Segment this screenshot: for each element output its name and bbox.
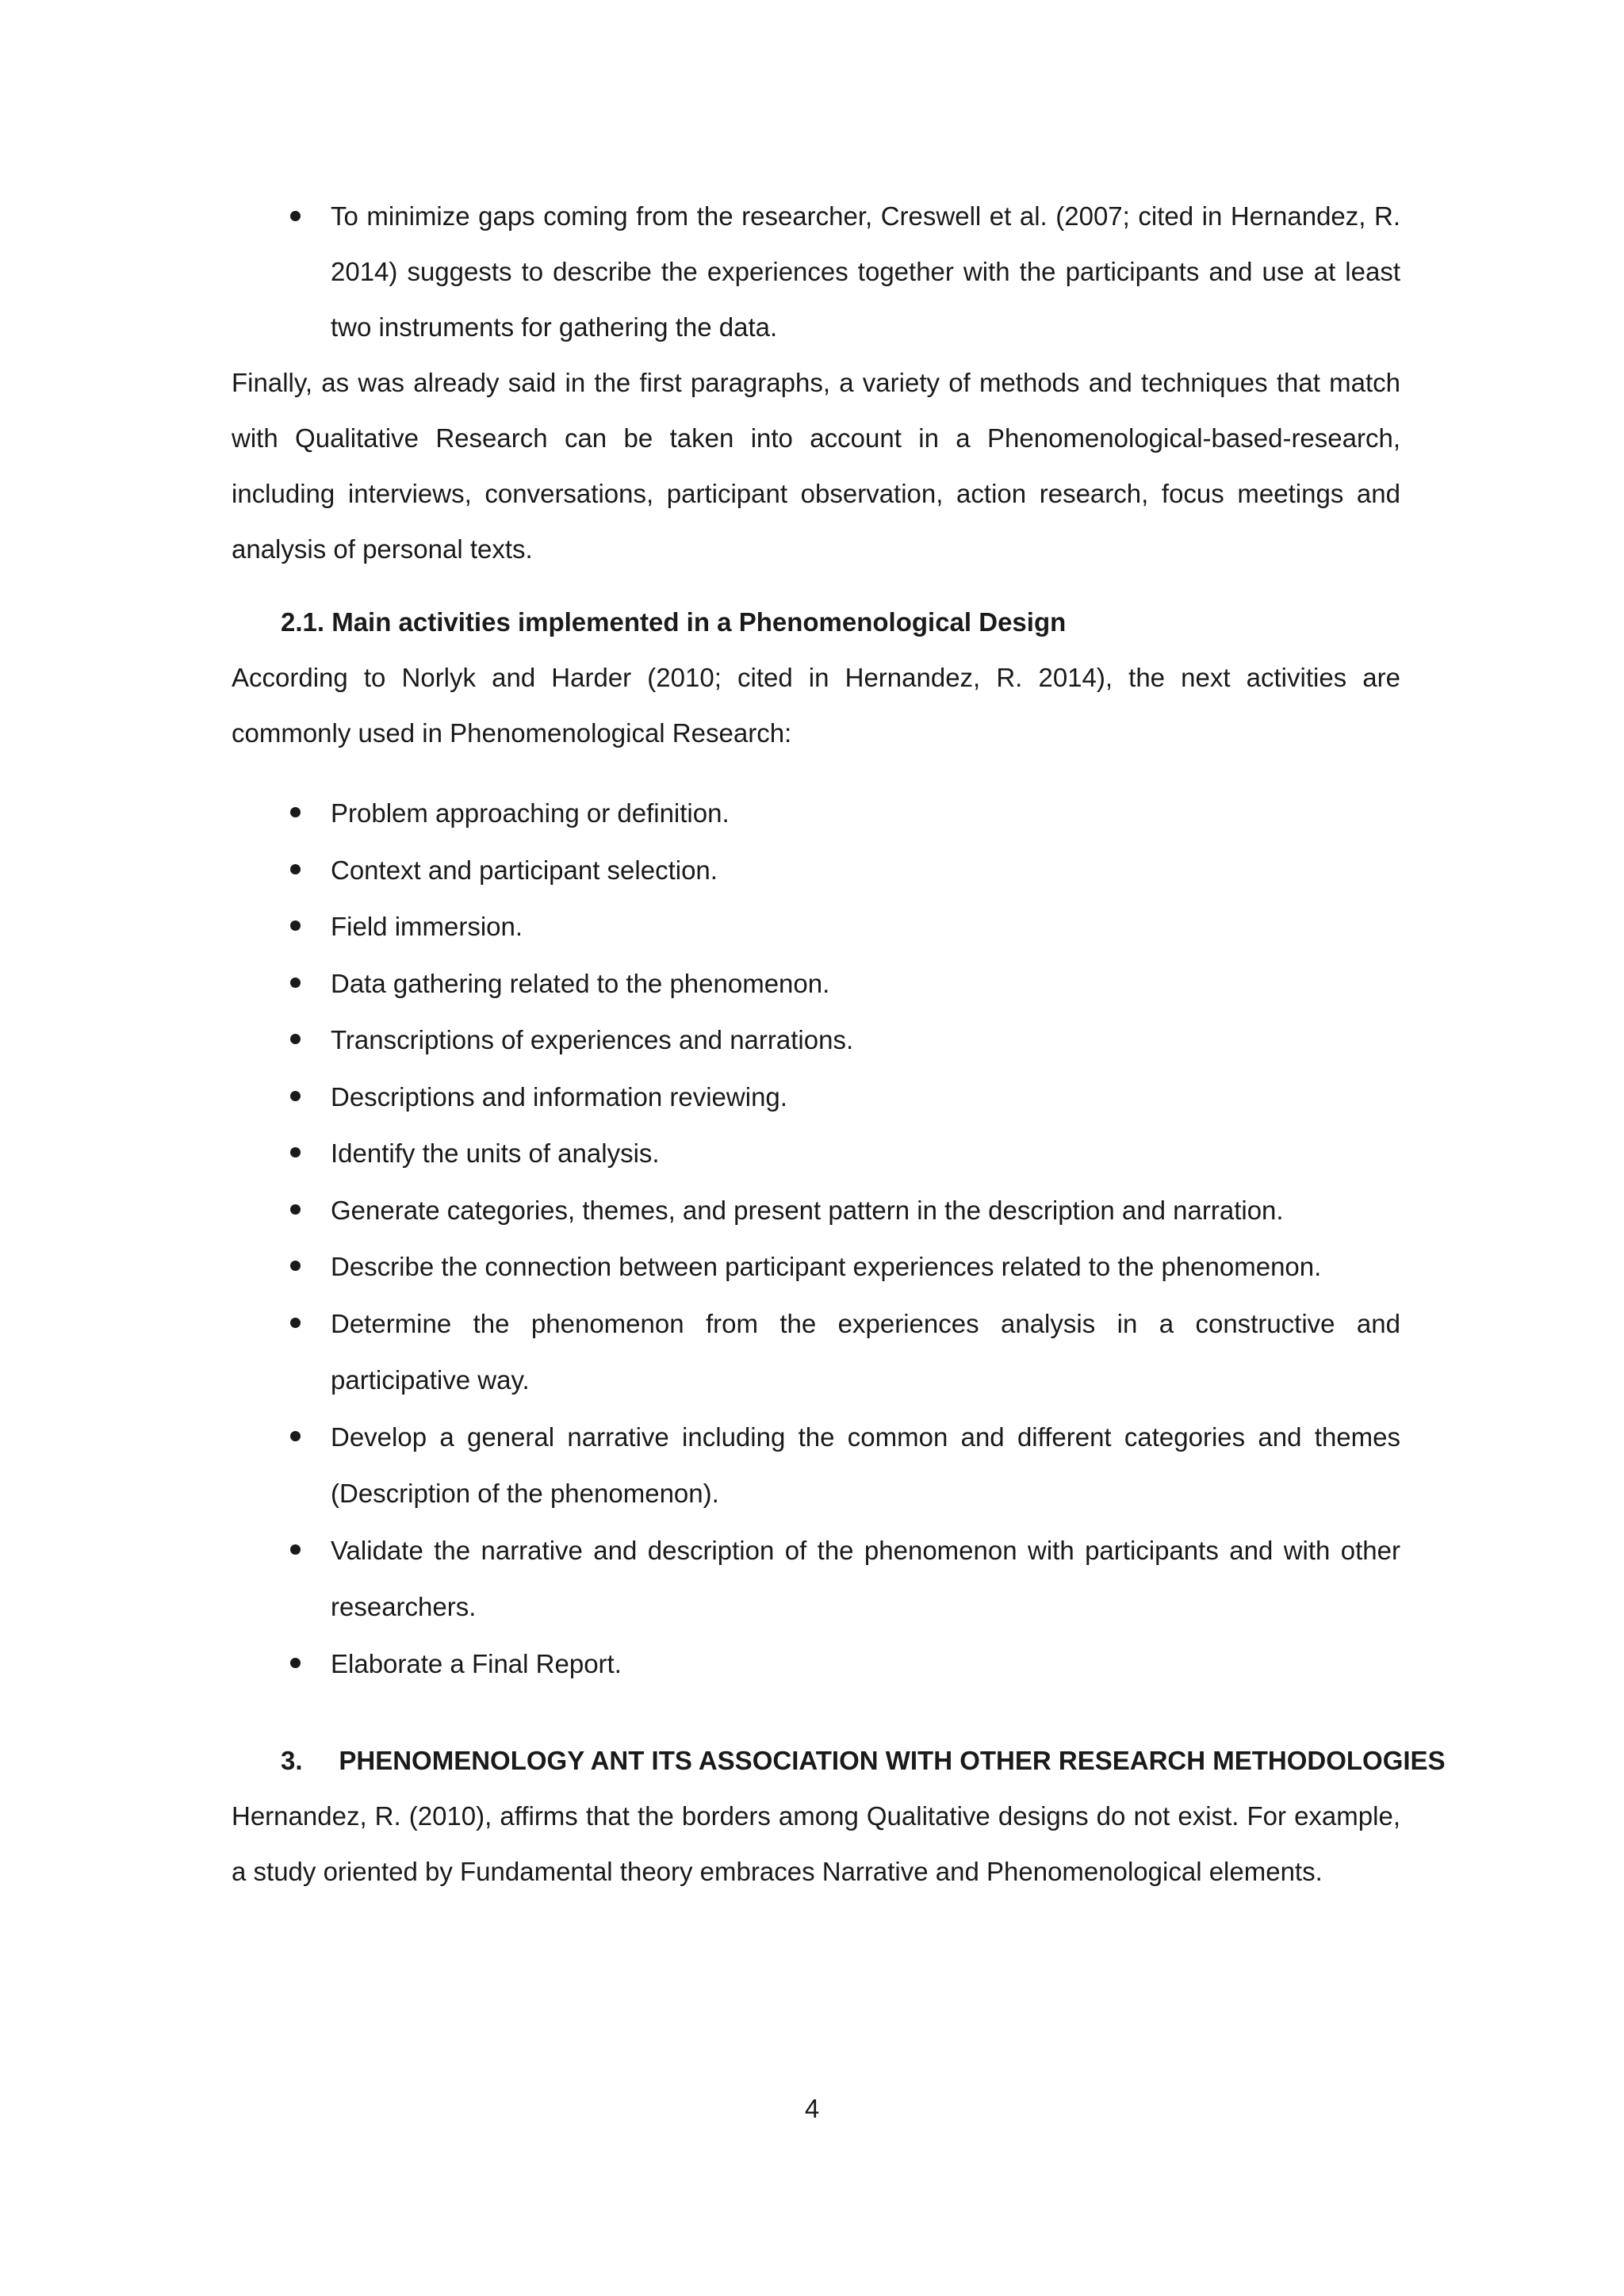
subheading-main-activities: 2.1. Main activities implemented in a Phenomenological Design [281, 607, 1067, 637]
list-item: Develop a general narrative including the common and different categories and themes (Description of the phenomenon). [232, 1409, 1400, 1522]
section-heading: 3. PHENOMENOLOGY ANT ITS ASSOCIATION WITH OTHER RESEARCH METHODOLOGIES [281, 1746, 1446, 1775]
paragraph-according: According to Norlyk and Harder (2010; cited in Hernandez, R. 2014), the next activities are commonly used in Phenomenological Research: [232, 663, 1400, 748]
list-item: Problem approaching or definition. [232, 785, 1400, 842]
page-number: 4 [804, 2094, 820, 2123]
list-item: Identify the units of analysis. [232, 1125, 1400, 1182]
intro-bullet-list [232, 189, 1400, 355]
list-item: Describe the connection between participant experiences related to the phenomenon. [232, 1238, 1400, 1295]
list-item: Field immersion. [232, 898, 1400, 955]
list-item: Data gathering related to the phenomenon. [232, 955, 1400, 1012]
list-item: Generate categories, themes, and present pattern in the description and narration. [232, 1182, 1400, 1239]
list-item: Determine the phenomenon from the experiences analysis in a constructive and participative way. [232, 1295, 1400, 1409]
page-content [232, 189, 1446, 1900]
paragraph-hernandez: Hernandez, R. (2010), affirms that the borders among Qualitative designs do not exist. For example, a study oriented by Fundamental theory embraces Narrative and Phenomenological elements. [232, 1801, 1400, 1886]
activities-bullet-list [232, 785, 1400, 1692]
paragraph-finally: Finally, as was already said in the first paragraphs, a variety of methods and techniques that match with Qualitative Research can be taken into account in a Phenomenological-based-research, including interviews, conversations, participant observation, action research, focus meetings and analysis of personal texts. [232, 368, 1400, 564]
list-item: Elaborate a Final Report. [232, 1636, 1400, 1693]
list-item: Context and participant selection. [232, 842, 1400, 899]
list-item: Validate the narrative and description of the phenomenon with participants and with other researchers. [232, 1522, 1400, 1636]
list-item: Transcriptions of experiences and narrations. [232, 1012, 1400, 1069]
list-item: Descriptions and information reviewing. [232, 1069, 1400, 1126]
list-item: To minimize gaps coming from the researcher, Creswell et al. (2007; cited in Hernandez, R. 2014) suggests to describe the experiences together with the participants and use at least two instruments for gathering the data. [232, 189, 1400, 355]
